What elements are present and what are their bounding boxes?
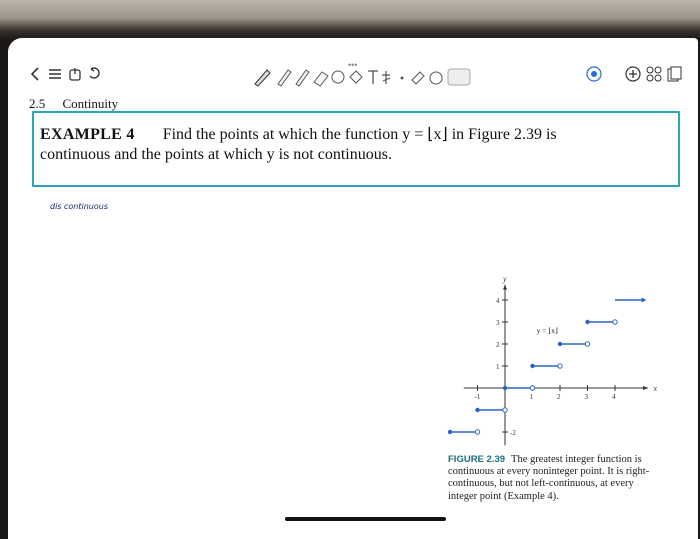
toolbar: [8, 60, 698, 88]
example-line-2: continuous and the points at which y is not continuous.: [40, 146, 392, 163]
example-label: EXAMPLE 4: [40, 126, 135, 143]
function-label: y = ⌊x⌋: [536, 326, 558, 335]
share-icon[interactable]: [646, 66, 662, 84]
example-line-1: Find the points at which the function y = ⌊x⌋ in Figure 2.39 is: [162, 126, 557, 143]
y-tick-label: -2: [510, 429, 516, 437]
section-heading: [29, 96, 118, 112]
open-endpoint: [585, 342, 589, 346]
section-title: Continuity: [62, 96, 119, 111]
open-endpoint: [530, 386, 534, 390]
more-dots[interactable]: •••: [348, 60, 358, 70]
step-arrow: [642, 298, 647, 303]
closed-endpoint: [530, 364, 534, 368]
read-only-icon[interactable]: [586, 66, 602, 84]
closed-endpoint: [503, 386, 507, 390]
closed-endpoint: [475, 408, 479, 412]
pencil-icon[interactable]: [278, 70, 291, 86]
open-endpoint: [613, 320, 617, 324]
figure-caption: [448, 454, 663, 503]
y-tick-label: 2: [496, 341, 500, 349]
text-icon[interactable]: [368, 71, 378, 84]
undo-icon[interactable]: [88, 67, 102, 83]
x-axis-label: x: [653, 384, 658, 393]
example-text: [40, 125, 670, 165]
x-tick-label: 2: [557, 393, 561, 401]
closed-endpoint: [448, 430, 452, 434]
elements-icon[interactable]: [382, 71, 390, 84]
bookmark-icon[interactable]: [68, 67, 82, 83]
shapes-icon[interactable]: [350, 71, 362, 83]
x-tick-label: -1: [474, 393, 481, 401]
handwritten-note: dis continuous: [50, 202, 109, 211]
home-indicator[interactable]: [285, 517, 446, 521]
drawing-tools: [252, 66, 482, 88]
caption-label: FIGURE 2.39: [448, 454, 506, 465]
y-tick-label: 1: [496, 363, 500, 371]
x-axis-arrow: [643, 386, 648, 390]
figure-2-39: [413, 274, 663, 458]
open-endpoint: [475, 430, 479, 434]
highlighter-icon[interactable]: [296, 70, 309, 86]
greatest-integer-chart: [413, 274, 663, 453]
chevron-left-icon[interactable]: [30, 67, 40, 83]
open-endpoint: [558, 364, 562, 368]
x-tick-label: 4: [612, 393, 616, 401]
caption-text: The greatest integer function is continuous at every noninteger point. It is right-continuous, but not left-continuous, at every integer point (Example 4).: [448, 454, 650, 502]
thumbnails-icon[interactable]: [48, 67, 62, 83]
notes-app-screen: [8, 38, 698, 539]
pages-icon[interactable]: [666, 66, 682, 84]
closed-endpoint: [558, 342, 562, 346]
pen-icon[interactable]: [255, 70, 270, 86]
image-icon[interactable]: [412, 72, 424, 84]
lasso-icon[interactable]: [332, 71, 344, 83]
open-endpoint: [503, 408, 507, 412]
y-tick-label: 4: [496, 297, 500, 305]
y-axis-label: y: [503, 274, 507, 284]
x-tick-label: 1: [529, 393, 533, 401]
y-axis-arrow: [503, 285, 507, 290]
example-box: [32, 111, 680, 187]
sticker-icon[interactable]: [401, 77, 404, 80]
closed-endpoint: [585, 320, 589, 324]
eraser-icon[interactable]: [314, 72, 328, 86]
mic-icon[interactable]: [448, 69, 470, 85]
x-tick-label: 3: [584, 393, 588, 401]
section-number: 2.5: [29, 96, 46, 111]
add-page-icon[interactable]: [625, 66, 641, 84]
y-tick-label: 3: [496, 319, 500, 327]
camera-icon[interactable]: [430, 72, 442, 84]
